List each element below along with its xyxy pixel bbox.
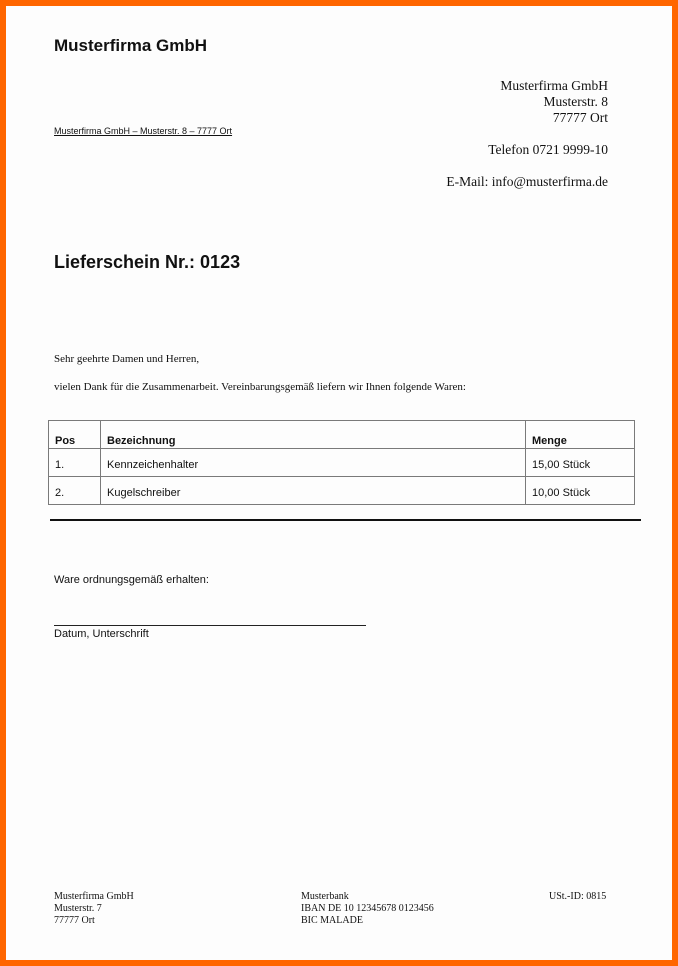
footer-company-street: Musterstr. 7 <box>54 903 102 914</box>
document-page <box>6 6 672 960</box>
row-quantity: 10,00 Stück <box>526 477 635 505</box>
footer-bank-bic: BIC MALADE <box>301 915 363 926</box>
sender-phone: Telefon 0721 9999-10 <box>488 142 608 157</box>
header-bezeichnung: Bezeichnung <box>101 421 526 449</box>
signature-line <box>54 625 366 626</box>
signature-label: Datum, Unterschrift <box>54 628 149 640</box>
sender-address-block <box>446 78 608 190</box>
company-title: Musterfirma GmbH <box>54 36 208 55</box>
table-row <box>49 449 635 477</box>
document-title: Lieferschein Nr.: 0123 <box>54 252 241 272</box>
footer-company-city: 77777 Ort <box>54 915 95 926</box>
sender-email: E-Mail: info@musterfirma.de <box>446 174 608 189</box>
row-quantity: 15,00 Stück <box>526 449 635 477</box>
footer-vat-id: USt.-ID: 0815 <box>549 891 607 902</box>
salutation: Sehr geehrte Damen und Herren, <box>54 353 200 365</box>
items-table <box>48 420 635 505</box>
sender-city: 77777 Ort <box>552 110 608 125</box>
table-row <box>49 477 635 505</box>
header-menge: Menge <box>526 421 635 449</box>
footer-company <box>54 891 134 927</box>
sender-name: Musterfirma GmbH <box>500 78 608 93</box>
row-description: Kennzeichenhalter <box>101 449 526 477</box>
row-description: Kugelschreiber <box>101 477 526 505</box>
footer-bank-name: Musterbank <box>301 891 349 902</box>
header-pos: Pos <box>49 421 101 449</box>
footer-tax <box>549 891 606 903</box>
row-pos: 1. <box>49 449 101 477</box>
return-address-line: Musterfirma GmbH – Musterstr. 8 – 7777 Ort <box>54 126 233 136</box>
footer-bank <box>301 891 434 927</box>
table-header-row <box>49 421 635 449</box>
received-text: Ware ordnungsgemäß erhalten: <box>54 574 209 586</box>
section-divider <box>50 519 641 521</box>
row-pos: 2. <box>49 477 101 505</box>
footer-company-name: Musterfirma GmbH <box>54 891 134 902</box>
footer-bank-iban: IBAN DE 10 12345678 0123456 <box>301 903 434 914</box>
intro-text: vielen Dank für die Zusammenarbeit. Vereinbarungsgemäß liefern wir Ihnen folgende Waren: <box>54 381 466 393</box>
sender-street: Musterstr. 8 <box>543 94 608 109</box>
